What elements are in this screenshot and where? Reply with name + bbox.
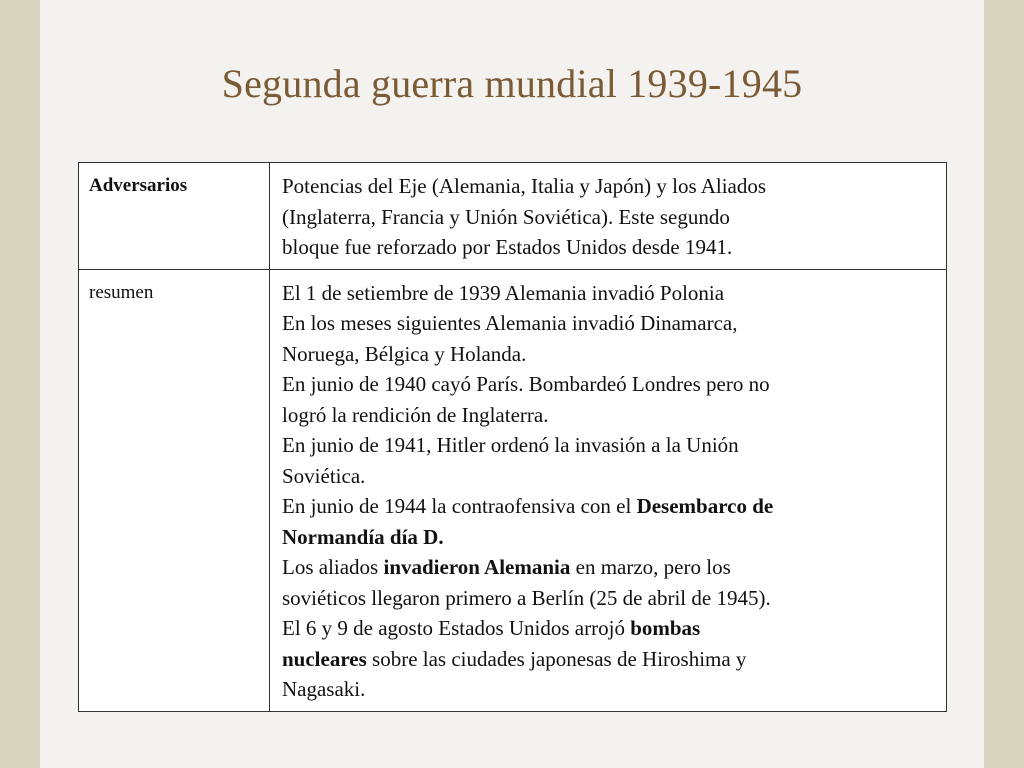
text-segment: sobre las ciudades japonesas de Hiroshima y	[366, 646, 747, 671]
right-decorative-bar	[984, 0, 1024, 768]
content-line: (Inglaterra, Francia y Unión Soviética). Este segundo	[282, 204, 730, 229]
slide-title: Segunda guerra mundial 1939-1945	[221, 61, 803, 106]
info-table	[78, 162, 947, 712]
content-line: soviéticos llegaron primero a Berlín (25 de abril de 1945).	[282, 585, 771, 610]
content-line	[282, 613, 934, 644]
text-segment: en marzo, pero los	[570, 555, 731, 579]
content-line	[282, 552, 934, 583]
table-row-adversarios	[79, 163, 947, 270]
content-line: Potencias del Eje (Alemania, Italia y Japón) y los Aliados	[282, 174, 767, 198]
content-line: bloque fue reforzado por Estados Unidos desde 1941.	[282, 235, 733, 259]
bold-text-segment: bombas	[630, 616, 701, 640]
row-content-adversarios	[270, 163, 947, 270]
content-line: Soviética.	[282, 463, 366, 488]
content-line	[282, 644, 934, 675]
text-segment: Los aliados	[282, 555, 384, 579]
content-line	[282, 522, 934, 553]
bold-text-segment: Normandía día D.	[282, 524, 444, 549]
bold-text-segment: Desembarco de	[636, 494, 774, 518]
content-line: En junio de 1941, Hitler ordenó la invasión a la Unión	[282, 433, 739, 457]
bold-text-segment: invadieron Alemania	[383, 555, 571, 579]
table-row-resumen	[79, 269, 947, 711]
content-line: En los meses siguientes Alemania invadió Dinamarca,	[282, 311, 738, 335]
left-decorative-bar	[0, 0, 40, 768]
row-content-resumen	[270, 269, 947, 711]
content-line: El 1 de setiembre de 1939 Alemania invadió Polonia	[282, 280, 725, 305]
row-label-resumen: resumen	[79, 269, 270, 711]
text-segment: En junio de 1944 la contraofensiva con el	[282, 494, 637, 518]
content-line: Noruega, Bélgica y Holanda.	[282, 341, 527, 366]
row-label-adversarios: Adversarios	[79, 163, 270, 270]
slide	[40, 0, 984, 768]
bold-text-segment: nucleares	[282, 646, 367, 671]
text-segment: El 6 y 9 de agosto Estados Unidos arrojó	[282, 616, 631, 640]
content-line	[282, 491, 934, 522]
content-line: En junio de 1940 cayó París. Bombardeó Londres pero no	[282, 372, 770, 396]
content-line: Nagasaki.	[282, 677, 366, 701]
content-line: logró la rendición de Inglaterra.	[282, 402, 549, 427]
